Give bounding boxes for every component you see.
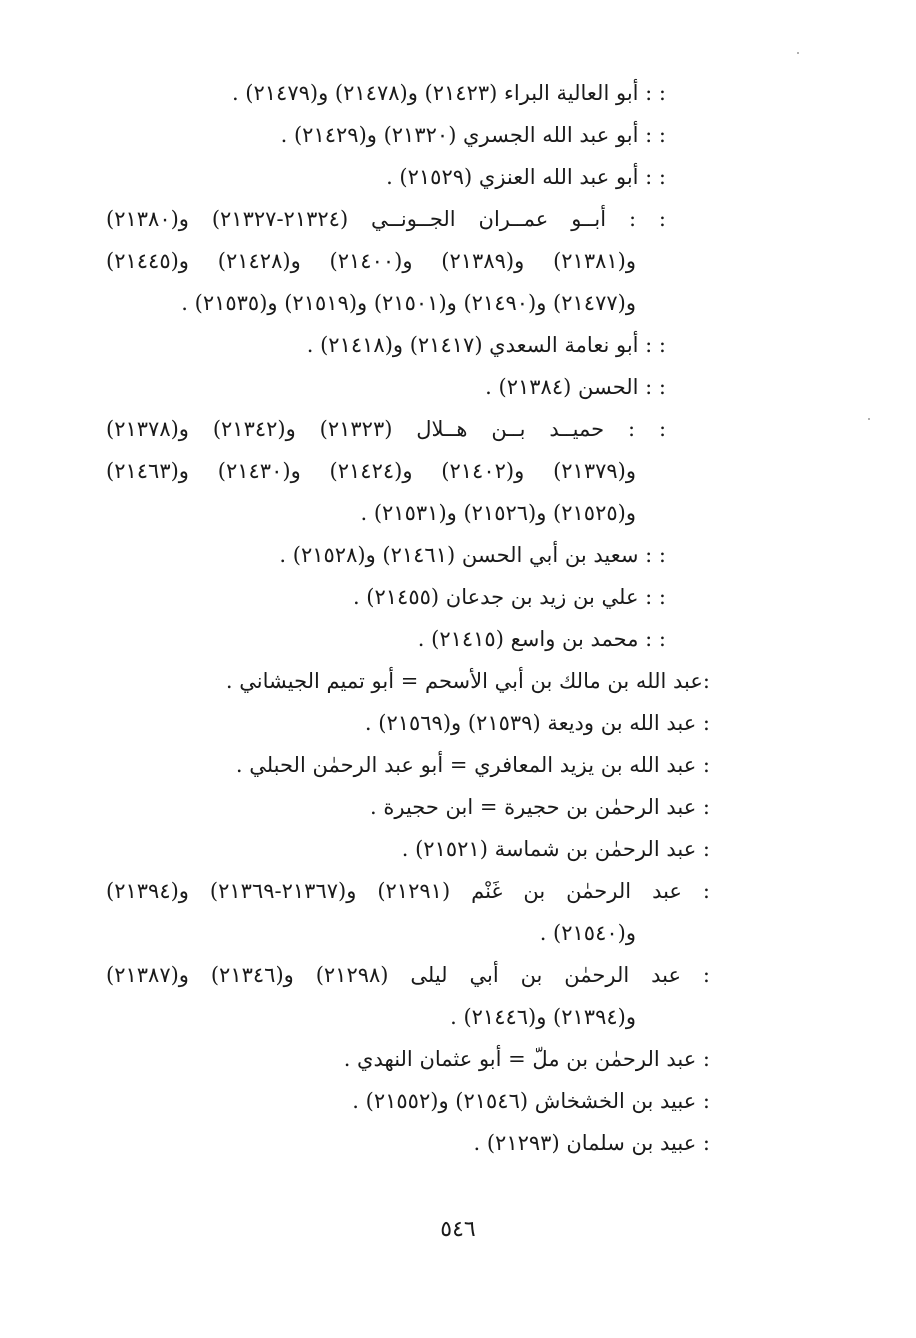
index-line: : : أبو عبد الله العنزي (٢١٥٢٩) . bbox=[386, 165, 666, 189]
index-line: : : أبو عبد الله الجسري (٢١٣٢٠) و(٢١٤٢٩) . bbox=[280, 123, 666, 147]
index-line: : : الحسن (٢١٣٨٤) . bbox=[485, 375, 666, 399]
index-line: : : أبو العالية البراء (٢١٤٢٣) و(٢١٤٧٨) و(٢١٤٧٩) . bbox=[231, 81, 666, 105]
index-line: : عبد الرحمٰن بن أبي ليلى (٢١٢٩٨) و(٢١٣٤٦) و(٢١٣٨٧) bbox=[106, 963, 711, 987]
index-line: : عبد الرحمٰن بن غَنْم (٢١٢٩١) و(٢١٣٦٧-٢١٣٦٩) و(٢١٣٩٤) bbox=[106, 879, 710, 903]
index-line-continuation: و(٢١٤٧٧) و(٢١٤٩٠) و(٢١٥٠١) و(٢١٥١٩) و(٢١٥٣٥) . bbox=[181, 291, 636, 315]
index-line: : : حميــد بــن هــلال (٢١٣٢٣) و(٢١٣٤٢) و(٢١٣٧٨) bbox=[106, 417, 667, 441]
index-line: : : أبــو عمــران الجــونــي (٢١٣٢٤-٢١٣٢٧) و(٢١٣٨٠) bbox=[106, 207, 666, 231]
index-line: : : أبو نعامة السعدي (٢١٤١٧) و(٢١٤١٨) . bbox=[306, 333, 666, 357]
scan-speck bbox=[797, 52, 799, 54]
index-line: :عبد الله بن مالك بن أبي الأسحم = أبو تميم الجيشاني . bbox=[225, 669, 710, 693]
scan-speck bbox=[868, 418, 870, 420]
index-line: : عبد الرحمٰن بن ملّ = أبو عثمان النهدي . bbox=[343, 1047, 710, 1071]
index-line-continuation: و(٢١٣٧٩) و(٢١٤٠٢) و(٢١٤٢٤) و(٢١٤٣٠) و(٢١٤٦٣) bbox=[106, 459, 637, 483]
index-line: : عبد الرحمٰن بن شماسة (٢١٥٢١) . bbox=[401, 837, 710, 861]
page-number: ٥٤٦ bbox=[440, 1217, 476, 1242]
index-line-continuation: و(٢١٥٤٠) . bbox=[539, 921, 636, 945]
index-line: : عبيد بن سلمان (٢١٢٩٣) . bbox=[473, 1131, 710, 1155]
index-line-continuation: و(٢١٣٩٤) و(٢١٤٤٦) . bbox=[450, 1005, 636, 1029]
index-line: : : محمد بن واسع (٢١٤١٥) . bbox=[417, 627, 666, 651]
index-line: : : علي بن زيد بن جدعان (٢١٤٥٥) . bbox=[352, 585, 666, 609]
index-line: : عبيد بن الخشخاش (٢١٥٤٦) و(٢١٥٥٢) . bbox=[352, 1089, 710, 1113]
index-line: : عبد الله بن يزيد المعافري = أبو عبد الرحمٰن الحبلي . bbox=[235, 753, 710, 777]
index-line: : : سعيد بن أبي الحسن (٢١٤٦١) و(٢١٥٢٨) . bbox=[279, 543, 666, 567]
index-line: : عبد الرحمٰن بن حجيرة = ابن حجيرة . bbox=[370, 795, 710, 819]
index-line: : عبد الله بن وديعة (٢١٥٣٩) و(٢١٥٦٩) . bbox=[364, 711, 710, 735]
index-line-continuation: و(٢١٥٢٥) و(٢١٥٢٦) و(٢١٥٣١) . bbox=[360, 501, 636, 525]
index-line-continuation: و(٢١٣٨١) و(٢١٣٨٩) و(٢١٤٠٠) و(٢١٤٢٨) و(٢١٤٤٥) bbox=[106, 249, 637, 273]
